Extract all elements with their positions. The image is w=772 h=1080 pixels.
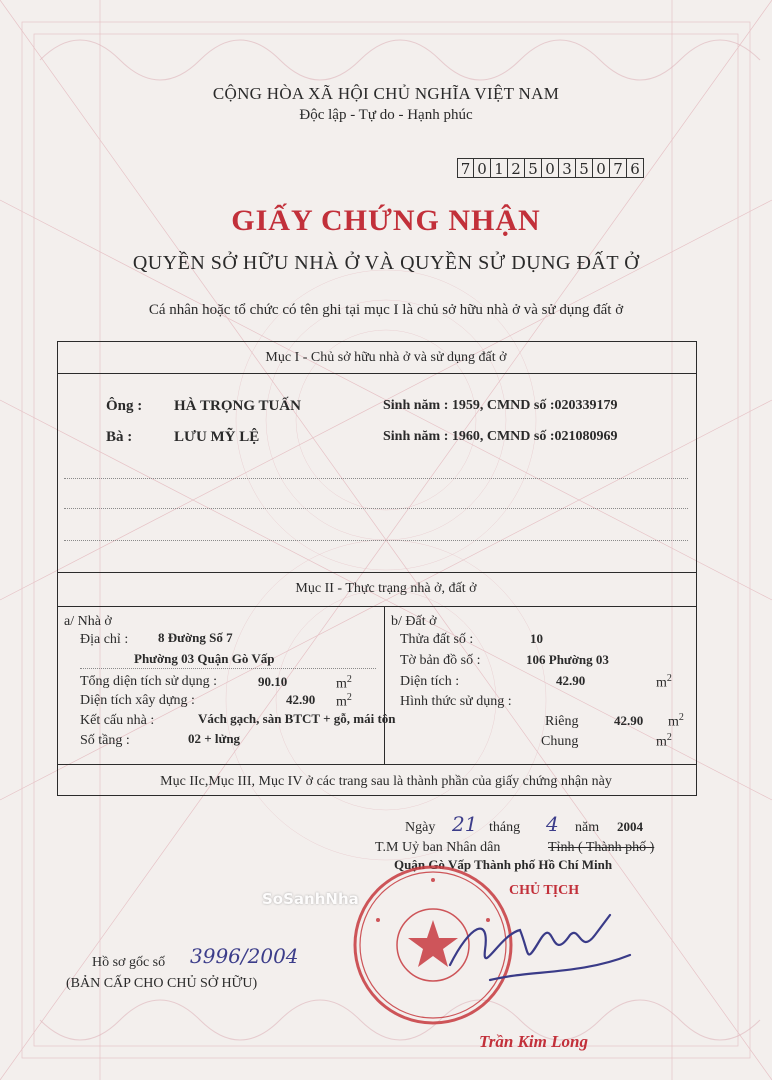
cert-digit: 3 [559,158,576,178]
column-divider [384,606,385,764]
address-line2: Phường 03 Quận Gò Vấp [134,651,275,666]
cert-digit: 0 [474,158,491,178]
floors-label: Số tầng : [80,733,130,748]
owner2-name: LƯU MỸ LỆ [174,429,260,445]
blank-line [64,508,688,509]
total-area-label: Tổng diện tích sử dụng : [80,674,218,689]
divider [57,373,697,374]
private-area-value: 42.90 [614,713,644,728]
record-label: Hồ sơ gốc số [92,955,166,970]
authority-prefix: T.M Uỷ ban Nhân dân [375,840,501,855]
shared-label: Chung [541,734,579,749]
blank-line [64,478,688,479]
land-area-unit: $m^2$ [656,673,672,691]
blank-line [64,540,688,541]
cert-digit: 7 [610,158,627,178]
private-label: Riêng [545,714,579,729]
land-area-label: Diện tích : [400,674,460,689]
cert-digit: 0 [593,158,610,178]
address-label: Địa chỉ : [80,632,129,647]
total-area-unit: $m^2$ [336,674,352,692]
map-value: 106 Phường 03 [526,652,609,667]
month-value: 4 [546,812,559,836]
signer-name: Trần Kim Long [479,1032,588,1051]
blank-line [80,668,376,669]
month-label: tháng [489,820,521,835]
structure-value: Vách gạch, sàn BTCT + gỗ, mái tôn [198,711,396,726]
day-label: Ngày [405,820,436,835]
house-heading: a/ Nhà ở [64,614,112,629]
section1-heading: Mục I - Chủ sở hữu nhà ở và sử dụng đất ở [265,350,507,365]
authority-struck: Tỉnh ( Thành phố ) [548,840,655,855]
chairman-title: CHỦ TỊCH [509,883,580,898]
private-area-unit: $m^2$ [668,712,684,730]
land-area-value: 42.90 [556,673,586,688]
owner1-info: Sinh năm : 1959, CMND số :020339179 [383,398,618,413]
parcel-value: 10 [530,631,543,646]
parcel-label: Thửa đất số : [400,632,474,647]
build-area-label: Diện tích xây dựng : [80,693,195,708]
land-heading: b/ Đất ở [391,614,437,629]
copy-note: (BẢN CẤP CHO CHỦ SỞ HỮU) [66,976,258,991]
cert-digit: 7 [457,158,474,178]
shared-area-unit: $m^2$ [656,732,672,750]
cert-digit: 6 [627,158,644,178]
total-area-value: 90.10 [258,674,288,689]
build-area-value: 42.90 [286,692,316,707]
owner1-prefix: Ông : [106,398,143,414]
section2-footer: Mục IIc,Mục III, Mục IV ở các trang sau là thành phần của giấy chứng nhận này [160,774,612,789]
divider [57,764,697,765]
cert-digit: 0 [542,158,559,178]
cert-digit: 1 [491,158,508,178]
signature [430,895,660,1005]
cert-digit: 2 [508,158,525,178]
divider [57,606,697,607]
owner1-name: HÀ TRỌNG TUẤN [174,398,301,414]
owner2-prefix: Bà : [106,429,133,445]
address-line1: 8 Đường Số 7 [158,630,233,645]
cert-digit: 5 [576,158,593,178]
divider [57,572,697,573]
map-label: Tờ bản đồ số : [400,653,481,668]
authority-name: Quận Gò Vấp Thành phố Hồ Chí Minh [394,857,613,872]
certificate-title: GIẤY CHỨNG NHẬN [231,204,541,237]
certificate-number [457,158,644,178]
day-value: 21 [452,812,478,836]
record-number: 3996/2004 [190,944,299,968]
year-label: năm [575,820,600,835]
intro-text: Cá nhân hoặc tổ chức có tên ghi tại mục I là chủ sở hữu nhà ở và sử dụng đất ở [148,302,624,318]
motto: Độc lập - Tự do - Hạnh phúc [299,107,473,123]
certificate-subtitle: QUYỀN SỞ HỮU NHÀ Ở VÀ QUYỀN SỬ DỤNG ĐẤT Ở [132,252,640,274]
build-area-unit: $m^2$ [336,692,352,710]
watermark-logo: SoSanhNha [262,890,359,908]
section2-heading: Mục II - Thực trạng nhà ở, đất ở [295,581,477,596]
cert-digit: 5 [525,158,542,178]
republic-heading: CỘNG HÒA XÃ HỘI CHỦ NGHĨA VIỆT NAM [212,84,560,103]
floors-value: 02 + lửng [188,731,241,746]
usage-label: Hình thức sử dụng : [400,694,512,709]
owner2-info: Sinh năm : 1960, CMND số :021080969 [383,429,618,444]
structure-label: Kết cấu nhà : [80,713,155,728]
year-value: 2004 [617,819,643,834]
